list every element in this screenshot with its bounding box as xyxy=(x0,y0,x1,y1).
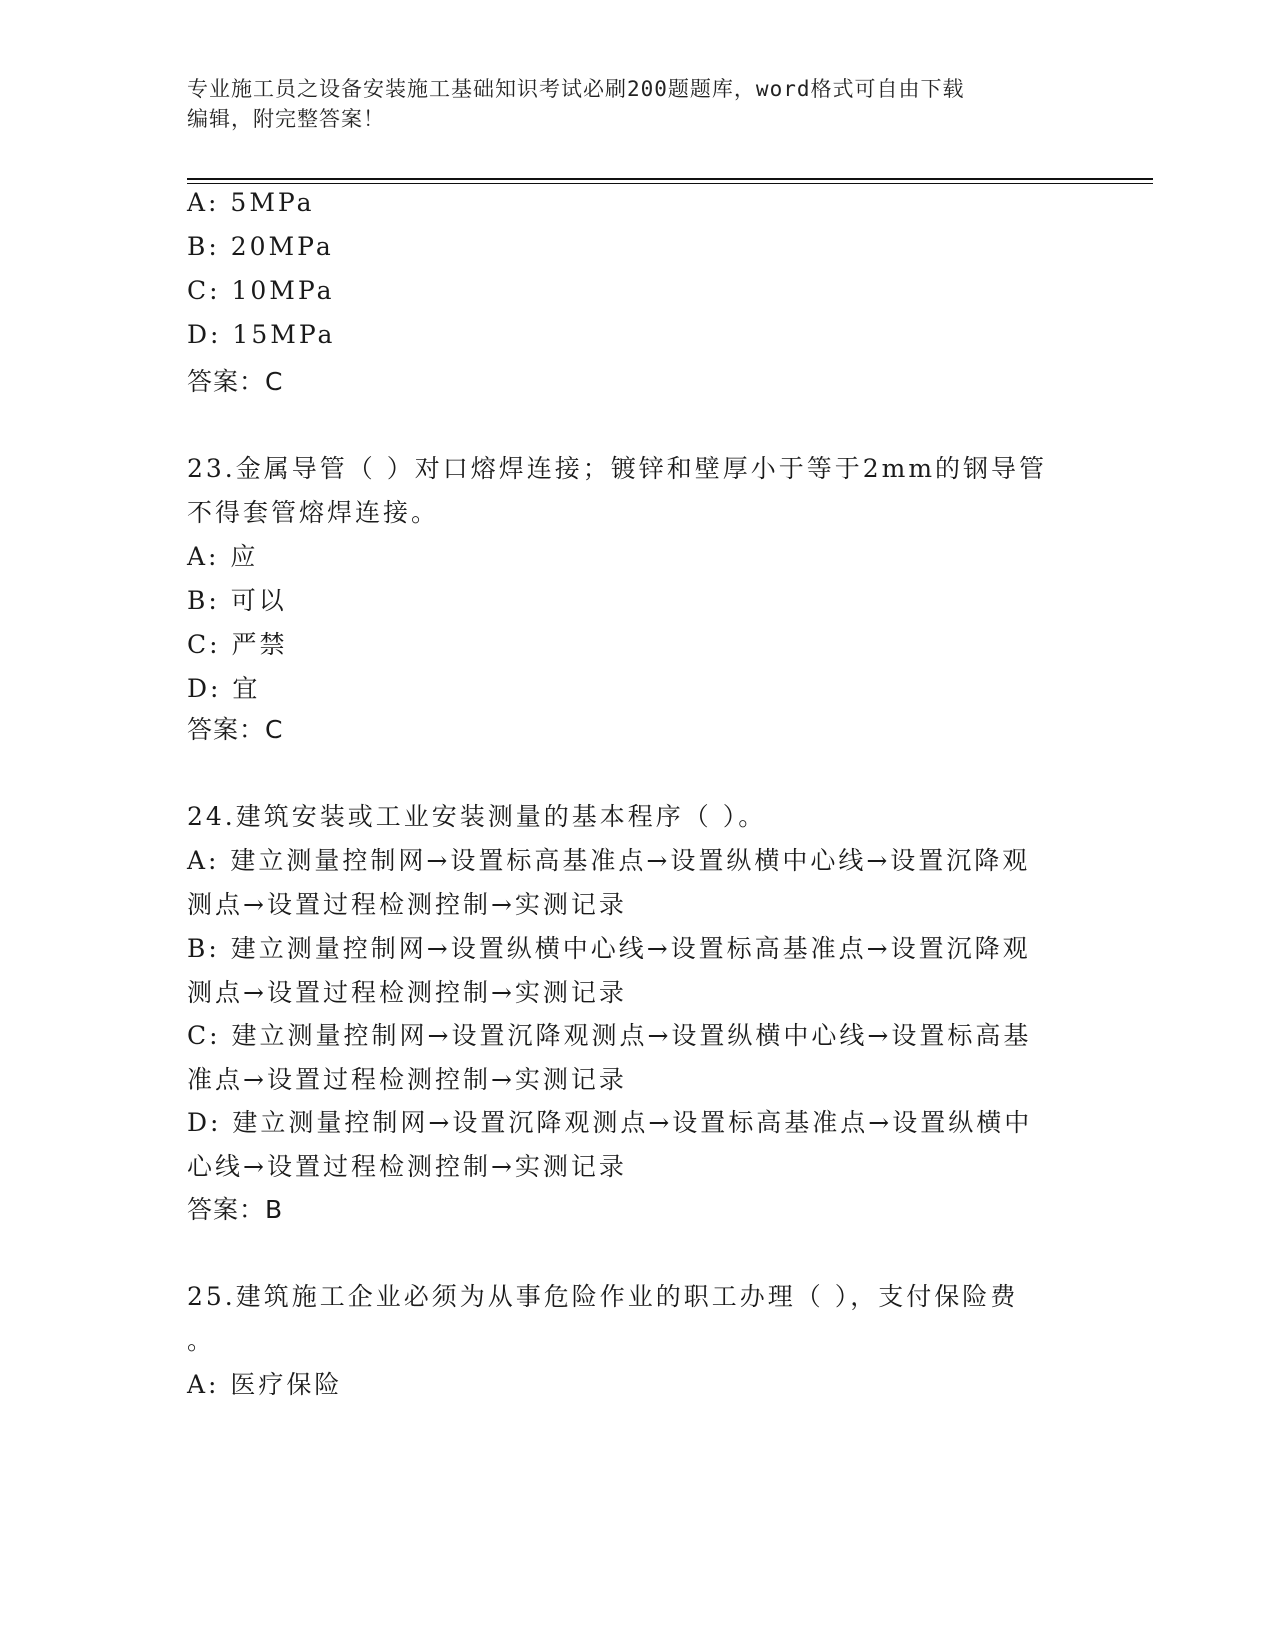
q24-option-a-line-1: A: 建立测量控制网→设置标高基准点→设置纵横中心线→设置沉降观 xyxy=(187,846,1031,875)
document-header xyxy=(187,74,1067,134)
q23-option-a: A: 应 xyxy=(187,542,259,571)
q24-stem: 24.建筑安装或工业安装测量的基本程序（ ）。 xyxy=(187,802,767,831)
q24-option-d-line-1: D: 建立测量控制网→设置沉降观测点→设置标高基准点→设置纵横中 xyxy=(187,1108,1033,1137)
q24-option-d-line-2: 心线→设置过程检测控制→实测记录 xyxy=(187,1152,627,1181)
q22-answer: 答案：C xyxy=(187,367,284,396)
q24-option-a-line-2: 测点→设置过程检测控制→实测记录 xyxy=(187,890,627,919)
q23-option-d: D: 宜 xyxy=(187,674,261,703)
header-title-line-2: 编辑，附完整答案！ xyxy=(187,107,385,131)
header-title-line-1: 专业施工员之设备安装施工基础知识考试必刷200题题库，word格式可自由下载 xyxy=(187,77,965,101)
q23-option-b: B: 可以 xyxy=(187,586,287,615)
q25-stem-line-2: 。 xyxy=(187,1326,216,1355)
q24-option-c-line-2: 准点→设置过程检测控制→实测记录 xyxy=(187,1065,627,1094)
q23-option-c: C: 严禁 xyxy=(187,630,288,659)
q25-stem-line-1: 25.建筑施工企业必须为从事危险作业的职工办理（ ），支付保险费 xyxy=(187,1282,1019,1311)
q23-stem-line-1: 23.金属导管（ ）对口熔焊连接；镀锌和壁厚小于等于2mm的钢导管 xyxy=(187,454,1048,483)
q24-option-c-line-1: C: 建立测量控制网→设置沉降观测点→设置纵横中心线→设置标高基 xyxy=(187,1021,1032,1050)
q23-answer: 答案：C xyxy=(187,715,284,744)
q22-option-c: C: 10MPa xyxy=(187,276,335,305)
q22-option-b: B: 20MPa xyxy=(187,232,334,261)
header-divider-thin xyxy=(187,183,1153,184)
q24-option-b-line-1: B: 建立测量控制网→设置纵横中心线→设置标高基准点→设置沉降观 xyxy=(187,934,1031,963)
q23-stem-line-2: 不得套管熔焊连接。 xyxy=(187,498,440,527)
q24-option-b-line-2: 测点→设置过程检测控制→实测记录 xyxy=(187,978,627,1007)
q22-option-a: A: 5MPa xyxy=(187,188,315,217)
q24-answer: 答案：B xyxy=(187,1195,284,1224)
q25-option-a: A: 医疗保险 xyxy=(187,1370,343,1399)
header-divider-thick xyxy=(187,178,1153,180)
q22-option-d: D: 15MPa xyxy=(187,320,336,349)
